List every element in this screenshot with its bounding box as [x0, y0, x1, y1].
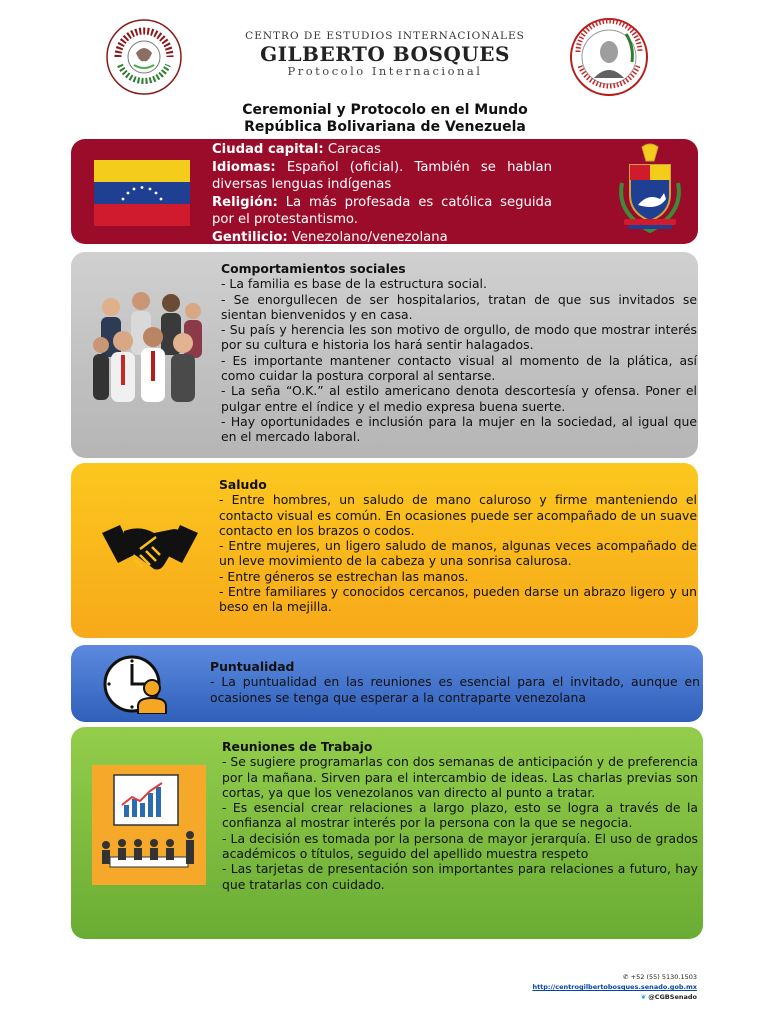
greeting-item: - Entre mujeres, un ligero saludo de manos, algunas veces acompañado de un leve movimiento de la cabeza y una sonrisa calurosa.: [219, 538, 697, 569]
capital-row: [212, 141, 552, 159]
org-name-line2: GILBERTO BOSQUES: [260, 42, 510, 66]
meetings-item: - Se sugiere programarlas con dos semanas de anticipación y de preferencia por la mañana. Sirven para el intercambio de ideas. Las charlas previas son cortas, ya que los venezolanos van directo al punto a tratar.: [222, 754, 698, 800]
demonym-label: Gentilicio:: [212, 229, 288, 245]
phone-number: +52 (55) 5130.1503: [630, 973, 697, 981]
org-name-line1: CENTRO DE ESTUDIOS INTERNACIONALES: [245, 30, 525, 42]
cgb-seal-logo: [568, 16, 650, 98]
languages-row: [212, 159, 552, 194]
clock-person-icon: [102, 654, 168, 714]
website-link[interactable]: http://centrogilbertobosques.senado.gob.mx: [532, 983, 697, 991]
punctuality-item: - La puntualidad en las reuniones es esencial para el invitado, aunque en ocasiones se tenga que esperar a la contraparte venezolana: [210, 674, 700, 705]
greeting-item: - Entre hombres, un saludo de mano caluroso y firme manteniendo el contacto visual es común. En ocasiones puede ser acompañado de un suave contacto en los brazos o codos.: [219, 492, 697, 538]
org-name-line3: Protocolo Internacional: [287, 64, 483, 78]
footer-url-row: [480, 982, 697, 992]
title-line1: Ceremonial y Protocolo en el Mundo: [242, 102, 528, 118]
handshake-icon: [100, 513, 200, 593]
punctuality-heading: Puntualidad: [210, 659, 295, 674]
punctuality-text: [210, 659, 700, 705]
twitter-handle[interactable]: @CGBSenado: [648, 993, 697, 1001]
country-info-text: [212, 141, 552, 247]
greeting-heading: Saludo: [219, 477, 267, 492]
whatsapp-icon: ✆: [623, 973, 629, 981]
capital-value: Caracas: [323, 142, 381, 157]
capital-label: Ciudad capital:: [212, 142, 324, 157]
people-group-icon: [93, 287, 205, 403]
behavior-item: - Se enorgullecen de ser hospitalarios, tratan de que sus invitados se sientan bienvenidos y en casa.: [221, 291, 697, 322]
title-line2: República Bolivariana de Venezuela: [244, 119, 526, 135]
twitter-icon: ❦: [640, 993, 647, 1001]
business-meeting-icon: [92, 765, 206, 885]
greeting-item: - Entre géneros se estrechan las manos.: [219, 568, 469, 584]
meetings-item: - Las tarjetas de presentación son importantes para relaciones a futuro, hay que tratarlas con cuidado.: [222, 861, 698, 892]
behavior-item: - Su país y herencia les son motivo de orgullo, de modo que mostrar interés por su cultura e historia los hará sentir halagados.: [221, 322, 697, 353]
footer-twitter: [480, 992, 697, 1002]
greeting-text: [219, 477, 697, 615]
religion-label: Religión:: [212, 194, 278, 210]
religion-value: La más profesada es católica seguida por el protestantismo.: [212, 194, 552, 228]
behavior-item: - La seña “O.K.” al estilo americano denota descortesía y ofensa. Poner el pulgar entre el índice y el medio expresa buena suerte.: [221, 383, 697, 414]
behavior-item: - Es importante mantener contacto visual al momento de la plática, así como cuidar la postura corporal al sentarse.: [221, 352, 697, 384]
religion-row: [212, 194, 552, 229]
coat-of-arms-icon: [612, 143, 688, 235]
languages-value: Español (oficial). También se hablan diversas lenguas indígenas: [212, 159, 552, 193]
demonym-row: [212, 229, 552, 247]
page-title: [0, 102, 770, 136]
meetings-item: - La decisión es tomada por la persona de mayor jerarquía. El uso de grados académicos o títulos, seguido del apellido muestra respeto: [222, 830, 698, 862]
social-behaviors-text: [221, 261, 697, 445]
languages-label: Idiomas:: [212, 159, 276, 175]
social-behaviors-heading: Comportamientos sociales: [221, 261, 406, 276]
footer-phone: [480, 972, 697, 982]
greeting-item: - Entre familiares y conocidos cercanos, pueden darse un abrazo ligero y un beso en la mejilla.: [219, 584, 697, 615]
meetings-heading: Reuniones de Trabajo: [222, 739, 373, 754]
behavior-item: - La familia es base de la estructura social.: [221, 276, 487, 292]
meetings-text: [222, 739, 698, 892]
behavior-item: - Hay oportunidades e inclusión para la mujer en la sociedad, al igual que en el mercado laboral.: [221, 413, 697, 445]
demonym-value: Venezolano/venezolana: [287, 229, 448, 245]
meetings-item: - Es esencial crear relaciones a largo plazo, esto se logra a través de la confianza al mostrar interés por la persona con la que se negocia.: [222, 800, 698, 831]
venezuela-flag-icon: [94, 160, 190, 226]
